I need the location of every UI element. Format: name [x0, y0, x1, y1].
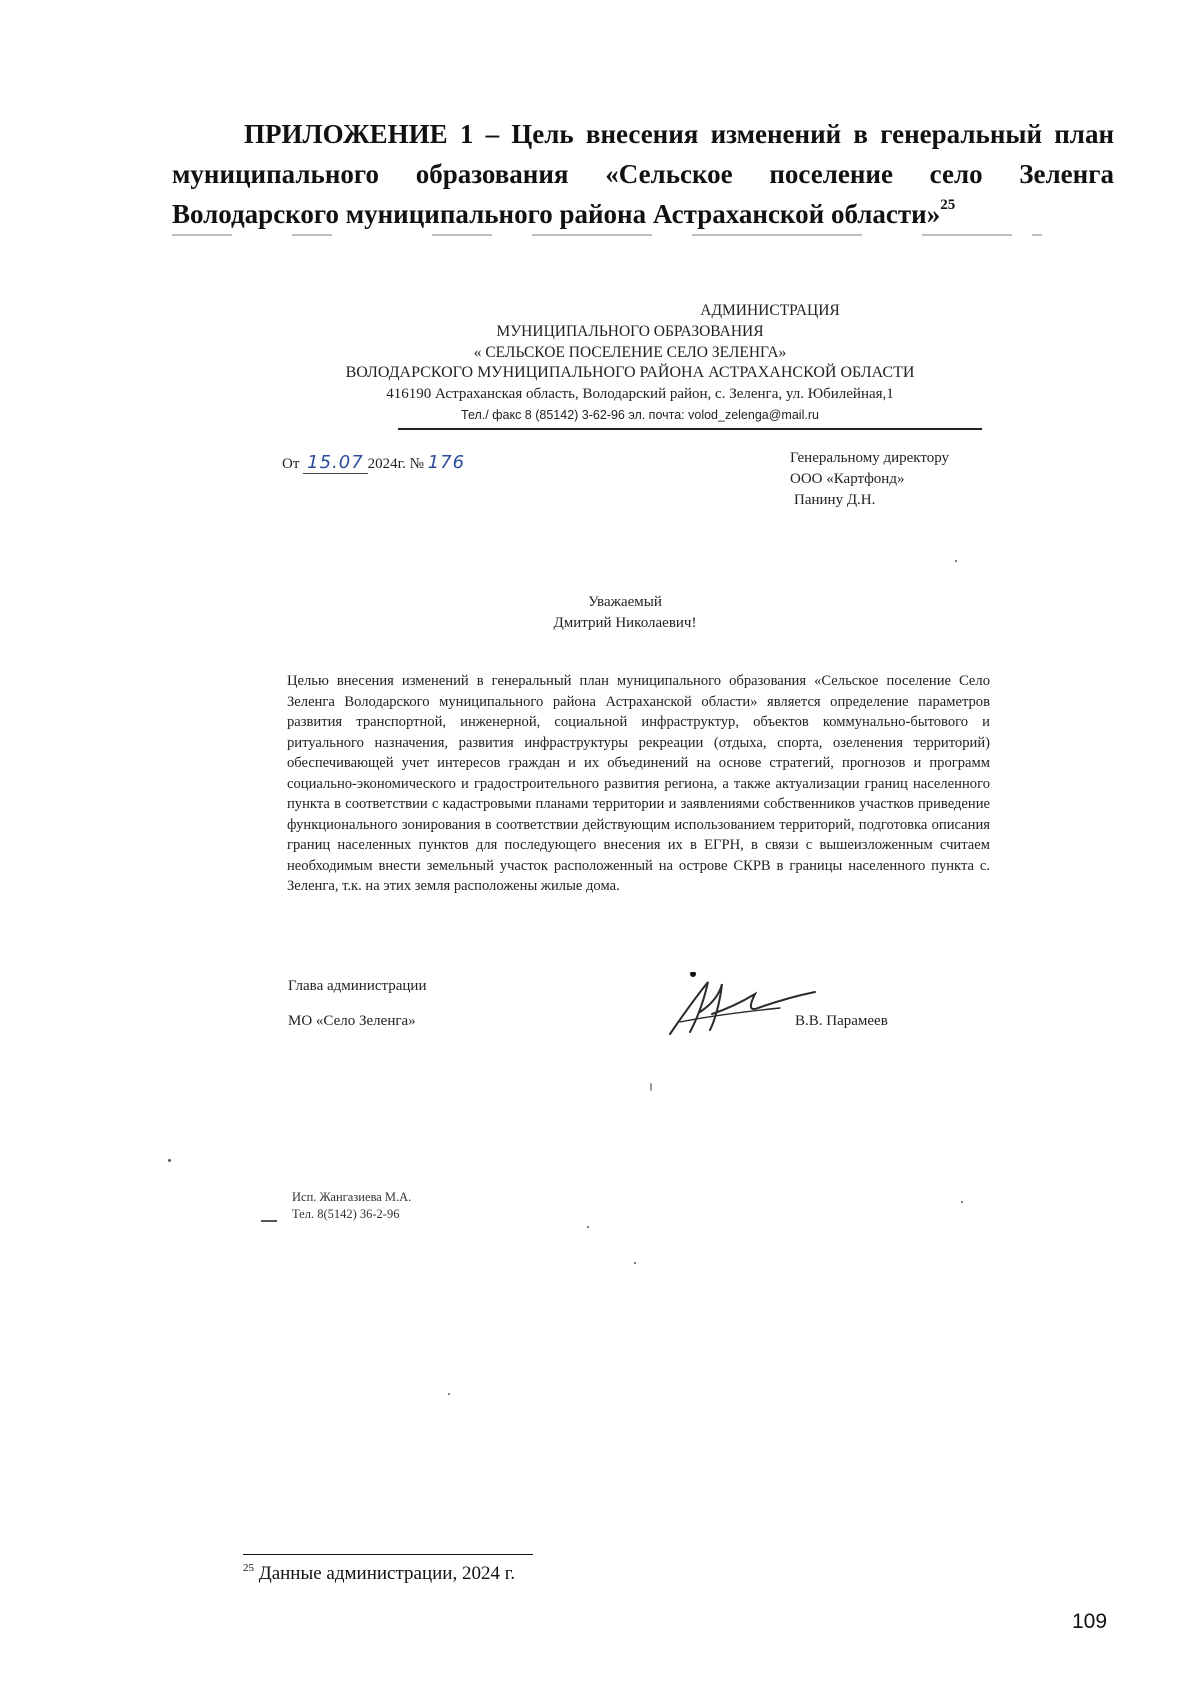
letterhead-contacts: Тел./ факс 8 (85142) 3-62-96 эл. почта: volod_zelenga@mail.ru — [461, 408, 819, 422]
footnote-divider — [243, 1554, 533, 1555]
scan-speck — [587, 1226, 589, 1228]
signatory-organization: МО «Село Зеленга» — [288, 1013, 416, 1029]
letter-date-number — [282, 452, 465, 474]
addressee-block — [790, 448, 949, 511]
executor-phone: Тел. 8(5142) 36-2-96 — [292, 1207, 400, 1221]
handwritten-signature — [660, 972, 820, 1042]
scan-speck — [261, 1220, 277, 1222]
footnote-number: 25 — [243, 1562, 254, 1574]
letterhead-administration: АДМИНИСТРАЦИЯ — [700, 302, 840, 319]
date-prefix: От — [282, 456, 300, 472]
addressee-name: Панину Д.Н. — [794, 492, 876, 508]
salutation-line-2: Дмитрий Николаевич! — [553, 615, 697, 631]
appendix-title-line-1: ПРИЛОЖЕНИЕ 1 – Цель внесения изменений в генеральный план — [244, 119, 1114, 149]
handwritten-number: 176 — [427, 452, 466, 473]
scan-artifact-line — [172, 234, 1052, 236]
footnote-reference: 25 — [940, 197, 956, 213]
scan-speck — [448, 1393, 450, 1395]
date-suffix: 2024г. № — [367, 456, 424, 472]
scan-speck — [961, 1201, 963, 1203]
letterhead-settlement: « СЕЛЬСКОЕ ПОСЕЛЕНИЕ СЕЛО ЗЕЛЕНГА» — [473, 344, 787, 361]
page-number: 109 — [1072, 1610, 1108, 1633]
footnote — [243, 1563, 515, 1585]
signatory-name: В.В. Парамеев — [795, 1013, 888, 1029]
footnote-text: Данные администрации, 2024 г. — [258, 1563, 516, 1584]
scan-speck — [168, 1159, 171, 1162]
salutation-line-1: Уважаемый — [588, 594, 662, 610]
appendix-title-line-3-text: Володарского муниципального района Астраханской области» — [172, 199, 941, 229]
executor-block — [292, 1189, 411, 1223]
letterhead-district: ВОЛОДАРСКОГО МУНИЦИПАЛЬНОГО РАЙОНА АСТРАХАНСКОЙ ОБЛАСТИ — [345, 364, 915, 381]
letterhead-divider — [398, 428, 982, 430]
appendix-title — [172, 114, 1114, 234]
signatory-title: Глава администрации — [288, 978, 427, 994]
appendix-title-line-2: муниципального образования «Сельское поселение село Зеленга — [172, 159, 1114, 189]
letterhead-municipal-formation: МУНИЦИПАЛЬНОГО ОБРАЗОВАНИЯ — [496, 323, 764, 340]
scan-speck — [650, 1083, 652, 1091]
scan-speck — [634, 1262, 636, 1264]
addressee-company: ООО «Картфонд» — [790, 471, 905, 487]
handwritten-date: 15.07 — [303, 452, 368, 474]
addressee-position: Генеральному директору — [790, 450, 950, 466]
letterhead-address: 416190 Астраханская область, Володарский район, с. Зеленга, ул. Юбилейная,1 — [386, 386, 894, 402]
scan-speck — [955, 560, 957, 562]
letter-body: Целью внесения изменений в генеральный план муниципального образования «Сельское поселение Село Зеленга Володарского муниципального района Астраханской области» является определение параметров развития транспортной, инженерной, социальной инфраструктур, объектов коммунально-бытового и ритуального назначения, развития инфраструктуры рекреации (отдыха, спорта, озеленения территорий) обеспечивающей учет интересов граждан и их объединений на основе стратегий, прогнозов и программ социально-экономического и градостроительного развития региона, а также актуализации границ населенного пункта в соответствии с кадастровыми планами территории и заявлениями собственников участков приведение функционального зонирования в соответствии действующим использованием территорий, подготовка описания границ населенных пунктов для последующего внесения их в ЕГРН, в связи с вышеизложенным считаем необходимым внести земельный участок расположенный на острове СКРВ в границы населенного пункта с. Зеленга, т.к. на этих земля расположены жилые дома. — [287, 673, 990, 894]
executor-name: Исп. Жангазиева М.А. — [292, 1190, 412, 1204]
appendix-title-line-3 — [172, 194, 1114, 234]
salutation — [470, 592, 780, 634]
